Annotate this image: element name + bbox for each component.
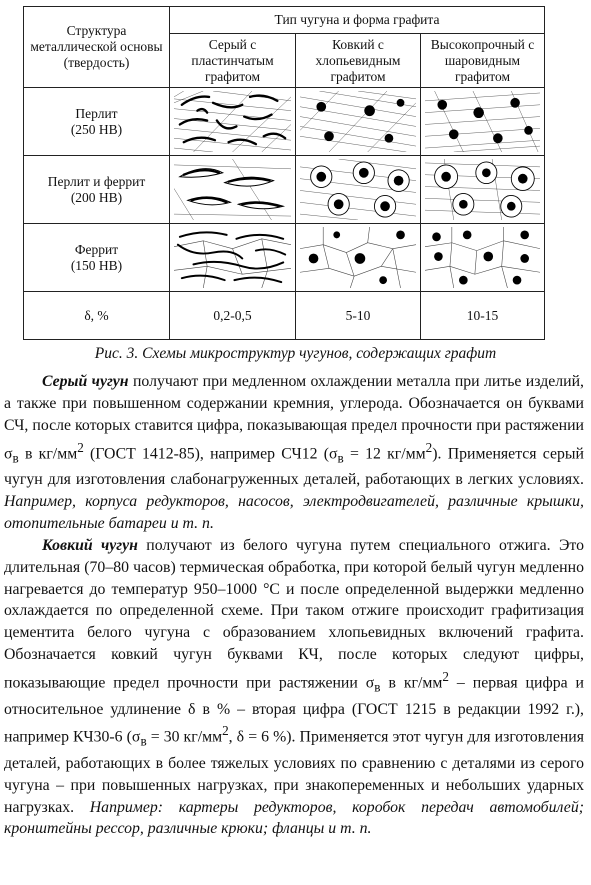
text: , δ = 6 %). Применяется этот чугун для изготовления деталей, работающих в более тяжелых условиях по сравнению с деталями из серого чугуна – при повышенных нагрузках, при знакопеременных и небольших ударных нагрузках. [4, 728, 585, 816]
text: получают из белого чугуна путем специального отжига. Это длительная (70–80 часов) термическая обработка, при которой белый чугун медленно нагревается до температур 950–1000 °С и после определенной выдержки медленно охлаждается по определенной схеме. При таком отжиге происходит графитизация цементита белого чугуна с образованием хлопьевидных включений графита. Обозначается ковкий чугун буквами КЧ, после которых следуют цифры, показывающие предел прочности при растяжении σ [4, 536, 584, 692]
example-malleable-iron: Например: картеры редукторов, коробок передач автомобилей; кронштейны рессор, различные крюки; фланцы и т. п. [4, 798, 584, 838]
row-label-pearlite-ferrite [24, 156, 170, 224]
header-col-grey: Серый с пластинчатым графитом [170, 34, 296, 88]
micro-malleable-pearlite-ferrite [296, 156, 421, 224]
header-col-malleable: Ковкий с хлопьевидным графитом [296, 34, 421, 88]
micro-ductile-pearlite [421, 88, 545, 156]
delta-ductile: 10-15 [421, 292, 545, 340]
delta-grey: 0,2-0,5 [170, 292, 296, 340]
superscript: 2 [442, 669, 449, 685]
row-label-pearlite [24, 88, 170, 156]
row-label-line1: Феррит [74, 241, 119, 257]
micro-grey-pearlite-ferrite [170, 156, 296, 224]
text: = 12 кг/мм [343, 444, 426, 462]
text: в кг/мм [380, 674, 443, 692]
superscript: 2 [222, 723, 229, 739]
row-label-line2: (200 HB) [70, 189, 123, 205]
micro-ductile-ferrite [421, 224, 545, 292]
subscript: в [12, 450, 19, 466]
row-label-line1: Перлит и феррит [47, 173, 146, 189]
text: в кг/мм [18, 444, 78, 462]
micro-ductile-pearlite-ferrite [421, 156, 545, 224]
text: получают при медленном охлаждении металла при литье изделий, а также при повышенном содержании кремния, углерода. Обозначается он буквами СЧ, после которых ставится цифра, показывающая предел прочности при растяжении σ [4, 373, 584, 462]
term-malleable-iron: Ковкий чугун [42, 536, 138, 554]
body-text [4, 371, 584, 840]
example-grey-iron: Например, корпуса редукторов, насосов, электродвигателей, различные крышки, отопительные батареи и т. п. [4, 492, 584, 532]
micro-grey-ferrite [170, 224, 296, 292]
micro-malleable-pearlite [296, 88, 421, 156]
micro-malleable-ferrite [296, 224, 421, 292]
row-label-ferrite [24, 224, 170, 292]
text: – первая цифра и относительное удлинение δ в % – вторая цифра (ГОСТ 1215 в редакции 1992 г.), например КЧ30-6 (σ [4, 674, 584, 746]
row-label-delta: δ, % [24, 292, 170, 340]
row-label-line2: (250 HB) [70, 121, 123, 137]
superscript: 2 [425, 439, 433, 455]
term-grey-iron: Серый чугун [42, 373, 129, 390]
figure-caption: Рис. 3. Схемы микроструктур чугунов, содержащих графит [94, 345, 497, 362]
subscript: в [337, 450, 344, 466]
delta-malleable: 5-10 [296, 292, 421, 340]
header-iron-type: Тип чугуна и форма графита [170, 7, 545, 34]
header-matrix-structure: Структура металлической основы (твердость) [24, 7, 170, 88]
paragraph-malleable-iron [4, 535, 584, 841]
subscript: в [374, 679, 381, 695]
superscript: 2 [77, 439, 84, 455]
subscript: в [140, 733, 147, 749]
text: (ГОСТ 1412-85), например СЧ12 (σ [83, 444, 338, 462]
row-label-line2: (150 HB) [70, 257, 123, 273]
header-col-ductile: Высокопрочный с шаровидным графитом [421, 34, 545, 88]
micro-grey-pearlite [170, 88, 296, 156]
text: ). Применяется серый чугун для изготовления слабонагруженных деталей, работающих в легких условиях. [4, 444, 584, 489]
microstructure-table [23, 6, 545, 340]
paragraph-grey-iron [4, 371, 584, 535]
row-label-line1: Перлит [75, 105, 118, 121]
text: = 30 кг/мм [146, 728, 223, 746]
